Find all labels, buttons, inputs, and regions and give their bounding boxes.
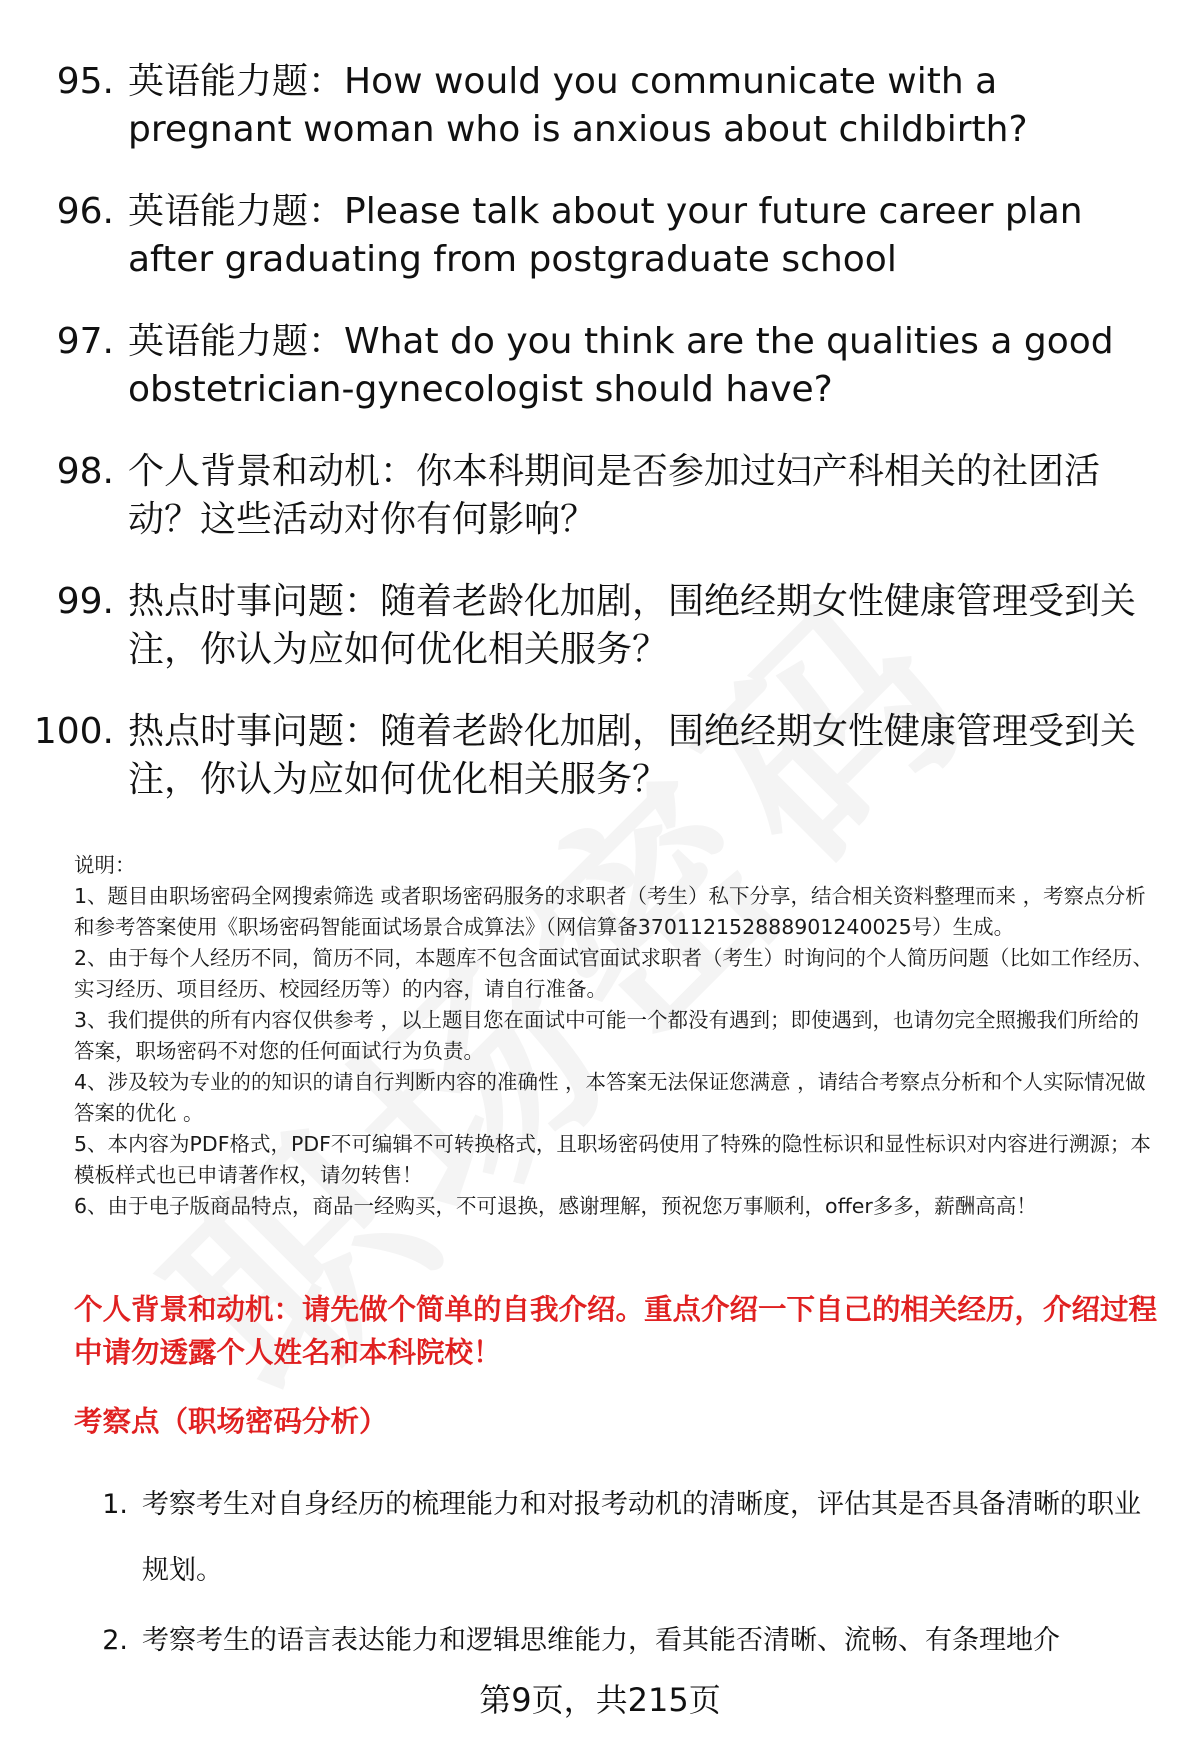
question-number: 96.	[56, 191, 114, 232]
analysis-heading: 考察点（职场密码分析）	[74, 1405, 388, 1438]
page-footer: 第9页，共215页	[479, 1681, 721, 1719]
question-text: 热点时事问题：随着老龄化加剧，围绝经期女性健康管理受到关注，你认为应如何优化相关服务？	[128, 711, 1137, 800]
analysis-text: 考察考生对自身经历的梳理能力和对报考动机的清晰度，评估其是否具备清晰的职业规划。	[142, 1489, 1141, 1586]
analysis-number: 1.	[102, 1489, 128, 1520]
question-text: 英语能力题：Please talk about your future career plan after graduating from postgraduate school	[128, 191, 1083, 280]
featured-question: 个人背景和动机：请先做个简单的自我介绍。重点介绍一下自己的相关经历，介绍过程中请勿透露个人姓名和本科院校！	[74, 1293, 1158, 1369]
analysis-text: 考察考生的语言表达能力和逻辑思维能力，看其能否清晰、流畅、有条理地介	[142, 1625, 1060, 1656]
question-number: 100.	[33, 711, 114, 752]
notes-section	[74, 850, 1159, 1222]
question-item	[30, 188, 1150, 284]
note-item: 5、本内容为PDF格式，PDF不可编辑不可转换格式，且职场密码使用了特殊的隐性标识和显性标识对内容进行溯源；本模板样式也已申请著作权，请勿转售！	[74, 1132, 1151, 1187]
question-item	[30, 578, 1150, 674]
question-text: 英语能力题：What do you think are the qualities a good obstetrician-gynecologist should have?	[128, 321, 1114, 410]
question-number: 97.	[56, 321, 114, 362]
question-text: 英语能力题：How would you communicate with a pregnant woman who is anxious about childbirth?	[128, 61, 1028, 150]
question-item	[30, 58, 1150, 154]
question-number: 98.	[56, 451, 114, 492]
analysis-list	[74, 1472, 1159, 1678]
note-item: 1、题目由职场密码全网搜索筛选 或者职场密码服务的求职者（考生）私下分享，结合相关资料整理而来 ，考察点分析和参考答案使用《职场密码智能面试场景合成算法》（网信算备370112152888901240025号）生成。	[74, 884, 1146, 939]
notes-heading: 说明：	[74, 853, 136, 877]
note-item: 6、由于电子版商品特点，商品一经购买，不可退换，感谢理解，预祝您万事顺利，offer多多，薪酬高高！	[74, 1194, 1037, 1218]
question-text: 热点时事问题：随着老龄化加剧，围绝经期女性健康管理受到关注，你认为应如何优化相关服务？	[128, 581, 1137, 670]
question-item	[30, 448, 1150, 544]
question-list	[30, 58, 1150, 838]
question-text: 个人背景和动机：你本科期间是否参加过妇产科相关的社团活动？这些活动对你有何影响？	[128, 451, 1101, 540]
note-item: 3、我们提供的所有内容仅供参考 ，以上题目您在面试中可能一个都没有遇到；即使遇到，也请勿完全照搬我们所给的答案，职场密码不对您的任何面试行为负责。	[74, 1008, 1140, 1063]
analysis-number: 2.	[102, 1625, 128, 1656]
note-item: 2、由于每个人经历不同，简历不同，本题库不包含面试官面试求职者（考生）时询问的个人简历问题（比如工作经历、实习经历、项目经历、校园经历等）的内容，请自行准备。	[74, 946, 1154, 1001]
question-number: 99.	[56, 581, 114, 622]
analysis-item	[74, 1472, 1159, 1604]
question-item	[30, 318, 1150, 414]
question-number: 95.	[56, 61, 114, 102]
analysis-item	[74, 1608, 1159, 1674]
note-item: 4、涉及较为专业的的知识的请自行判断内容的准确性 ，本答案无法保证您满意 ，请结合考察点分析和个人实际情况做答案的优化 。	[74, 1070, 1146, 1125]
question-item	[30, 708, 1150, 804]
